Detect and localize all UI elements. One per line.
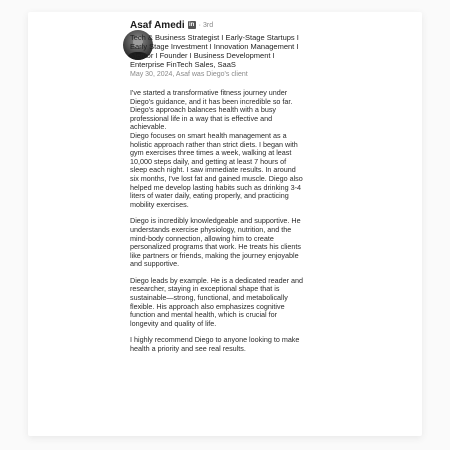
recommendation-paragraph: I highly recommend Diego to anyone looking to make health a priority and see real results. [130, 335, 300, 354]
recommendation-content [130, 18, 375, 362]
recommendation-paragraph: Diego leads by example. He is a dedicated reader and researcher, staying in exceptional shape that is sustainable—strong, functional, and metabolically flexible. His approach also emphasizes cognitive function and mental health, which is crucial for longevity and quality of life. [130, 275, 304, 328]
recommendation-meta: May 30, 2024, Asaf was Diego's client [130, 71, 248, 78]
separator-dot: · [198, 21, 201, 29]
recommendation-paragraph: I've started a transformative fitness journey under Diego's guidance, and it has been incredible so far. Diego's approach balances health with a busy professional life in a way that is effective and achievable. Diego focuses on smart health management as a holistic approach rather than strict diets. I began with gym exercises three times a week, walking at least 10,000 steps daily, and getting at least 7 hours of sleep each night. I saw immediate results. In around six months, I've lost fat and gained muscle. Diego also helped me develop lasting habits such as drinking 3-4 liters of water daily, eating properly, and practicing mobility exercises. [130, 88, 303, 209]
recommendation-body [130, 89, 305, 354]
connection-degree: 3rd [203, 21, 214, 29]
linkedin-icon: in [188, 22, 195, 28]
recommender-name[interactable]: Asaf Amedi [130, 19, 185, 31]
recommendation-paragraph: Diego is incredibly knowledgeable and supportive. He understands exercise physiology, nutrition, and the mind-body connection, allowing him to create personalized programs that work. He treats his clients like partners or friends, making the journey enjoyable and supportive. [130, 216, 301, 269]
name-row [130, 18, 375, 32]
recommender-headline: Tech & Business Strategist I Early-Stage Startups I Early Stage Investment I Innovation Management I Mentor I Founder I Business Development I Enterprise FinTech Sales, SaaS [130, 33, 299, 69]
